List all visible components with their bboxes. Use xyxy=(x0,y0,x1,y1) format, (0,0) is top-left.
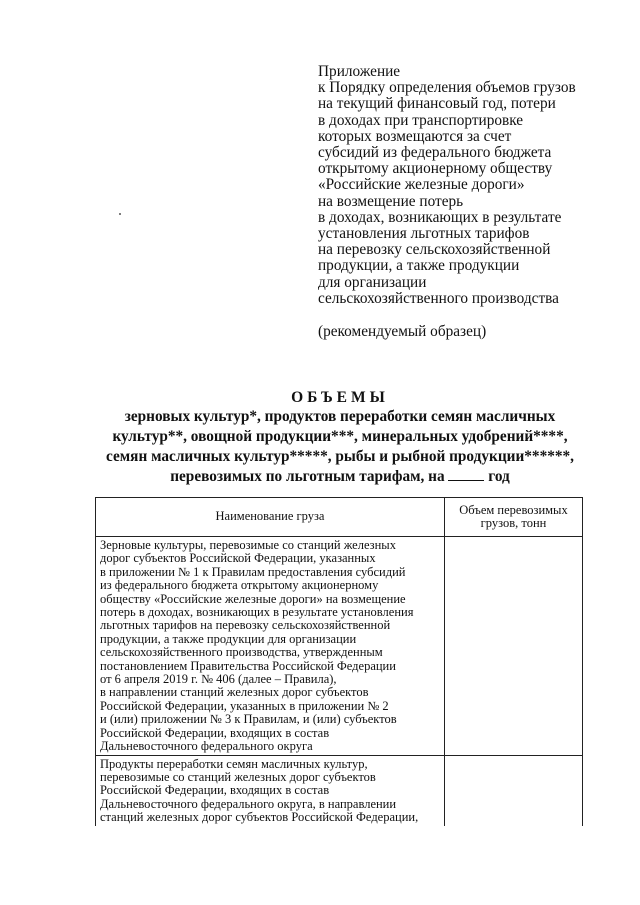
annex-line: в доходах при транспортировке xyxy=(318,111,524,129)
cell-line: Дальневосточного федерального округа, в направлении xyxy=(100,796,397,811)
annex-line: продукции, а также продукции xyxy=(318,257,520,275)
annex-header xyxy=(318,64,618,340)
cell-line: обществу «Российские железные дороги» на возмещение xyxy=(100,591,406,606)
annex-line: сельскохозяйственного производства xyxy=(318,289,559,307)
header-cargo-name: Наименование груза xyxy=(96,498,445,537)
subtitle-line: культур**, овощной продукции***, минеральных удобрений****, xyxy=(112,428,568,445)
document-title xyxy=(60,388,620,487)
cell-line: станций железных дорог субъектов Российской Федерации, xyxy=(100,810,419,825)
year-blank xyxy=(448,468,484,481)
cargo-name-cell xyxy=(96,755,445,826)
title-subtitle xyxy=(60,407,620,487)
cell-line: в приложении № 1 к Правилам предоставления субсидий xyxy=(100,564,406,579)
annex-line: «Российские железные дороги» xyxy=(318,176,525,194)
volume-cell xyxy=(445,755,583,826)
cell-line: Зерновые культуры, перевозимые со станций железных xyxy=(100,538,396,552)
volume-cell xyxy=(445,537,583,756)
cell-line: перевозимые со станций железных дорог субъектов xyxy=(100,769,376,784)
table-row xyxy=(96,755,583,826)
annex-line: к Порядку определения объемов грузов xyxy=(318,79,576,97)
subtitle-prefix: перевозимых по льготным тарифам, на xyxy=(170,468,445,485)
cell-line: Российской Федерации, входящих в состав xyxy=(100,783,330,798)
annex-line: которых возмещаются за счет xyxy=(318,127,512,145)
annex-line: для организации xyxy=(318,273,427,291)
cell-line: Российской Федерации, указанных в приложении № 2 xyxy=(100,698,389,713)
annex-line: в доходах, возникающих в результате xyxy=(318,208,562,226)
cell-line: сельскохозяйственного производства, утвержденным xyxy=(100,645,383,660)
sample-note: (рекомендуемый образец) xyxy=(318,323,487,341)
subtitle-line: зерновых культур*, продуктов переработки семян масличных xyxy=(124,408,556,425)
cargo-name-cell xyxy=(96,537,445,756)
header-volume: Объем перевозимых грузов, тонн xyxy=(445,498,583,537)
subtitle-line: семян масличных культур*****, рыбы и рыбной продукции******, xyxy=(105,448,574,465)
table-header-row xyxy=(96,498,583,537)
cell-line: из федерального бюджета открытому акционерному xyxy=(100,578,379,593)
annex-line: установления льготных тарифов xyxy=(318,225,530,243)
subtitle-last-line xyxy=(60,467,620,487)
cell-line: Продукты переработки семян масличных культур, xyxy=(100,756,368,771)
title-main: ОБЪЕМЫ xyxy=(291,389,389,406)
cell-line: от 6 апреля 2019 г. № 406 (далее – Правила), xyxy=(100,672,337,687)
annex-line: на текущий финансовый год, потери xyxy=(318,95,556,113)
cell-line: в направлении станций железных дорог субъектов xyxy=(100,685,369,700)
cell-line: льготных тарифов на перевозку сельскохозяйственной xyxy=(100,618,391,633)
annex-line: Приложение xyxy=(318,63,401,80)
cell-line: Дальневосточного федерального округа xyxy=(100,739,313,754)
cell-line: дорог субъектов Российской Федерации, указанных xyxy=(100,551,376,566)
cell-line: постановлением Правительства Российской Федерации xyxy=(100,658,396,673)
annex-line: субсидий из федерального бюджета xyxy=(318,144,552,162)
cell-line: продукции, а также продукции для организации xyxy=(100,631,357,646)
cell-line: и (или) приложении № 3 к Правилам, и (или) субъектов xyxy=(100,712,397,727)
cargo-volume-table xyxy=(95,497,583,826)
scan-speck xyxy=(119,213,121,215)
annex-line: на перевозку сельскохозяйственной xyxy=(318,241,551,259)
annex-line: на возмещение потерь xyxy=(318,192,464,210)
cell-line: Российской Федерации, входящих в состав xyxy=(100,725,330,740)
table-row xyxy=(96,537,583,756)
annex-line: открытому акционерному обществу xyxy=(318,160,553,178)
cell-line: потерь в доходах, возникающих в результате установления xyxy=(100,605,414,620)
subtitle-suffix: год xyxy=(488,468,510,485)
